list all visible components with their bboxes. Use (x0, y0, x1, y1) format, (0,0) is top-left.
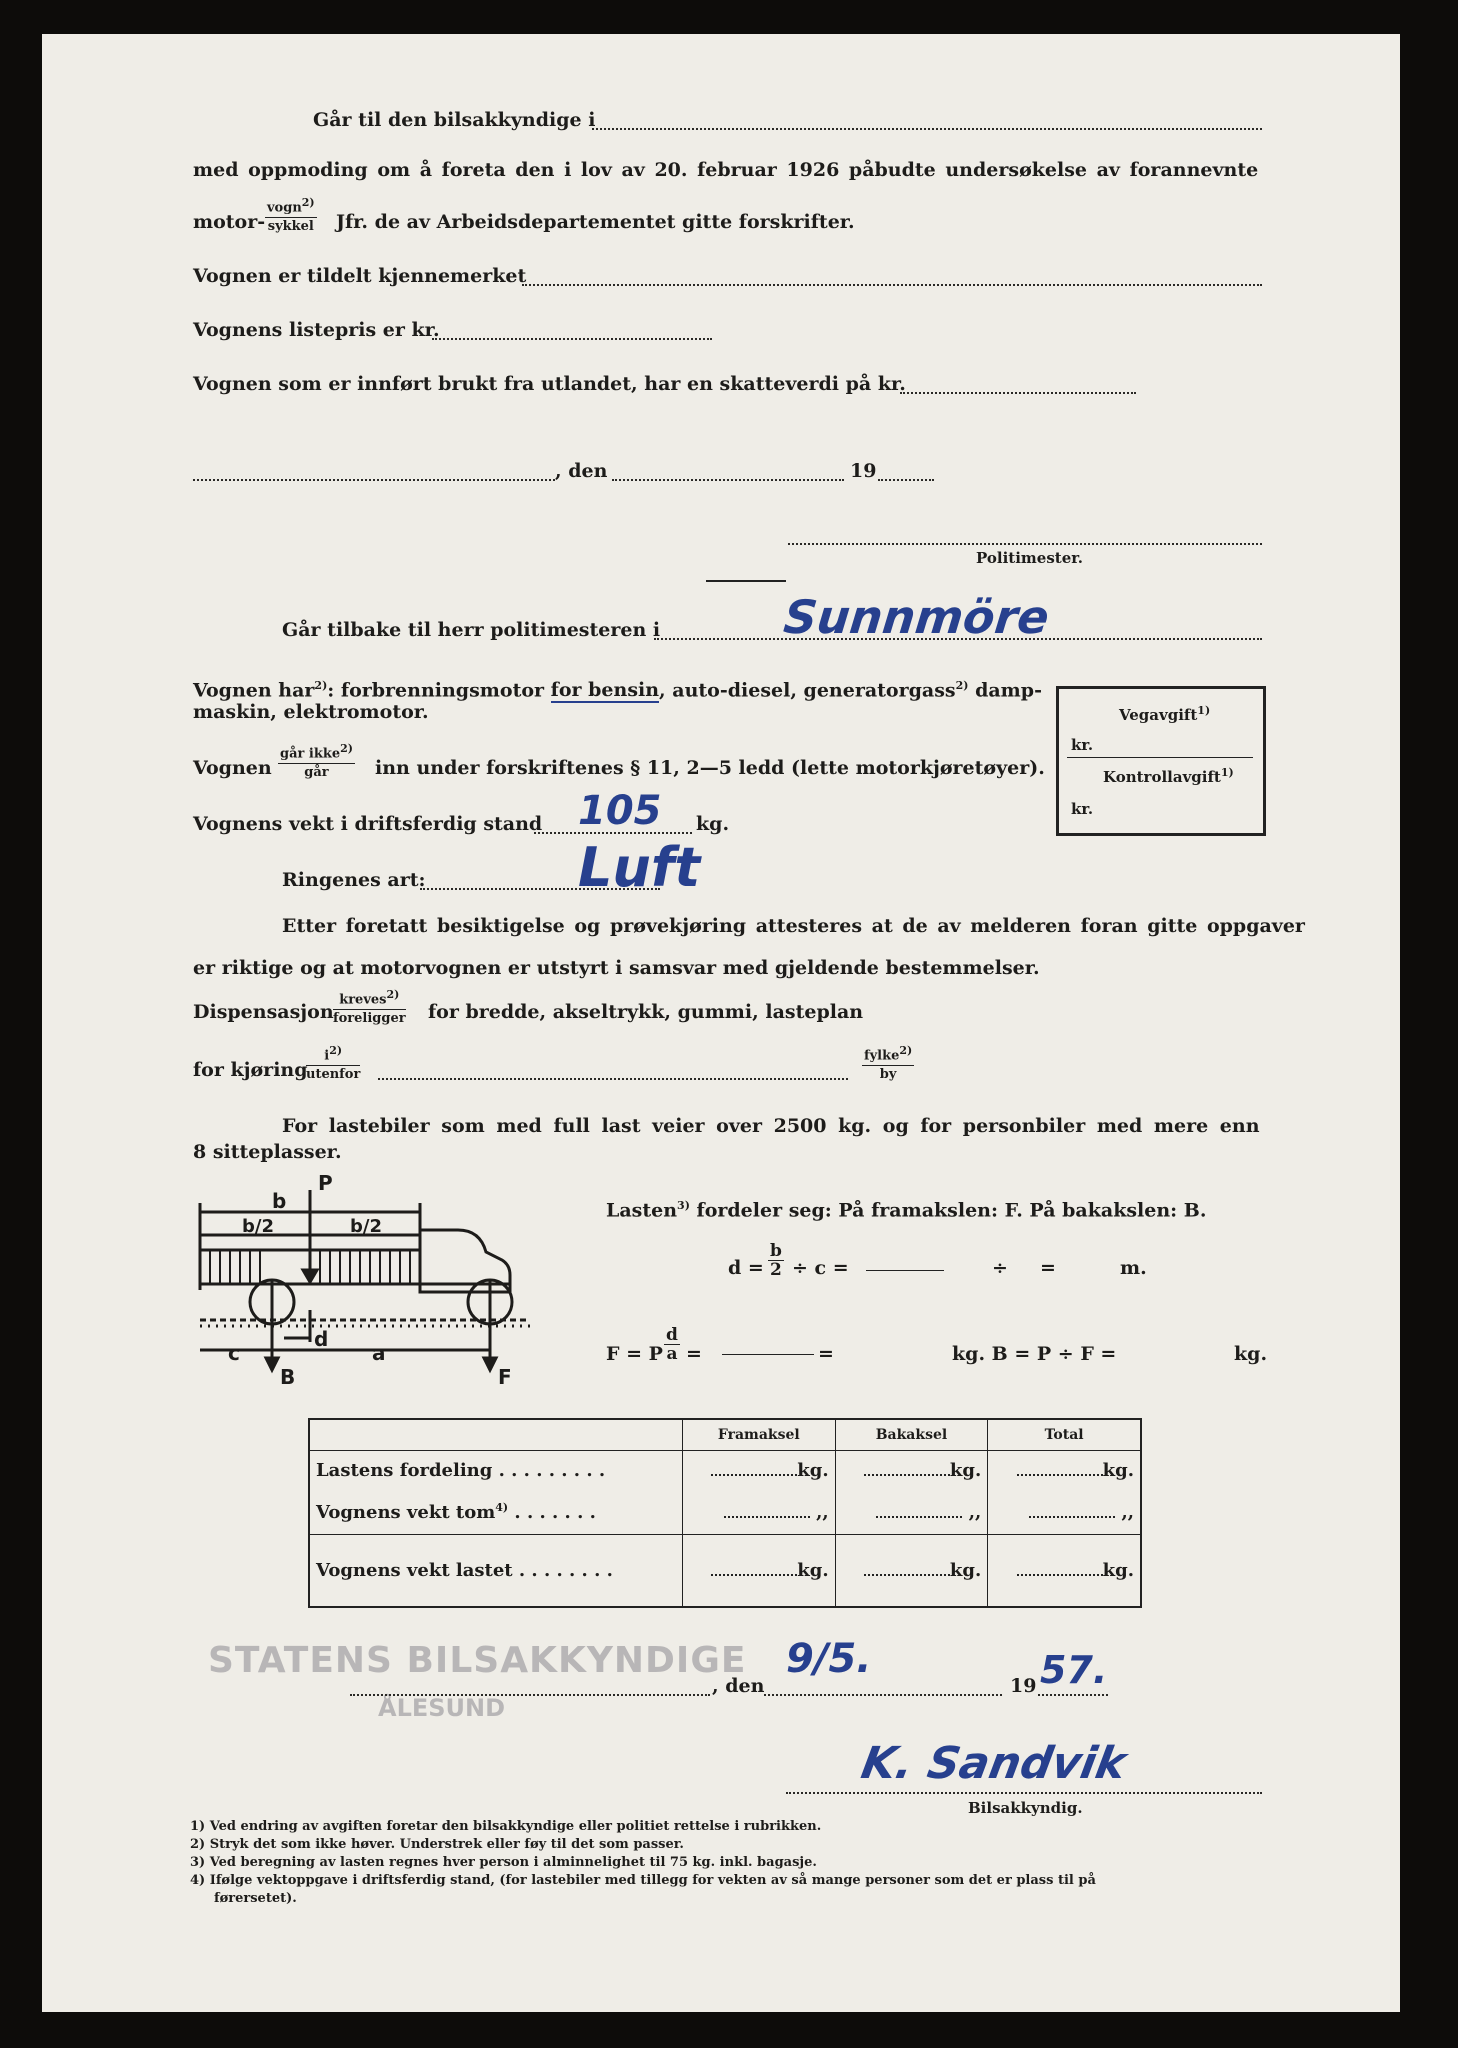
formula-d-rest: ÷ c = (792, 1257, 849, 1279)
formula-F-lhs: F = P (606, 1343, 663, 1365)
row-label-loaded-weight: Vognens vekt lastet . . . . . . . . (309, 1535, 683, 1607)
row-label-empty-weight: Vognens vekt tom$^{4)}$ . . . . . . . (309, 1491, 683, 1535)
regulation-prefix: Vognen (193, 757, 272, 779)
footnote-2: 2) Stryk det som ikke høver. Understrek eller føy til det som passer. (190, 1837, 684, 1852)
formula-F-eq2: = (818, 1343, 834, 1365)
inspection-den-label: , den (712, 1675, 765, 1697)
table-header-row (309, 1419, 1141, 1451)
fee-box (1056, 686, 1266, 836)
road-fee-kr: kr. (1071, 736, 1094, 754)
fee-divider (1067, 757, 1253, 758)
formula-d-div: ÷ (992, 1257, 1008, 1279)
control-fee-label: Kontrollavgift$^{1)}$ (1103, 766, 1234, 786)
cell-loaded-total[interactable]: kg. (988, 1535, 1141, 1607)
formula-F-mid: kg. B = P ÷ F = (952, 1343, 1117, 1365)
footnote-3: 3) Ved beregning av lasten regnes hver person i alminnelighet til 75 kg. inkl. bagasje. (190, 1855, 817, 1870)
control-fee-kr: kr. (1071, 800, 1094, 818)
motor-prefix: motor- (193, 211, 266, 233)
police-title: Politimester. (976, 549, 1083, 567)
load-table (308, 1418, 1142, 1608)
diagram-label-c: c (228, 1341, 240, 1365)
cell-empty-total[interactable]: ,, (988, 1491, 1141, 1535)
plate-field[interactable] (522, 284, 1262, 286)
cell-loaded-front[interactable]: kg. (683, 1535, 836, 1607)
handwritten-inspection-year: 57. (1040, 1648, 1108, 1692)
official-stamp-city: ÅLESUND (378, 1694, 506, 1722)
attest-line-1: Etter foretatt besiktigelse og prøvekjøring attesteres at de av melderen foran gitte oppgaver (282, 915, 1305, 937)
driving-field[interactable] (378, 1078, 848, 1080)
inspection-date-field[interactable] (764, 1694, 1002, 1696)
diagram-label-b2-right: b/2 (350, 1216, 382, 1237)
dispensation-text: for bredde, akseltrykk, gummi, lasteplan (428, 1001, 864, 1023)
handwritten-weight: 105 (578, 788, 662, 834)
handwritten-inspection-date: 9/5. (786, 1636, 872, 1682)
formula-d-lhs: d = (728, 1257, 764, 1279)
table-row (309, 1491, 1141, 1535)
recipient-field[interactable] (592, 128, 1262, 130)
recipient-label: Går til den bilsakkyndige i (313, 109, 596, 131)
footnote-1: 1) Ved endring av avgiften foretar den bilsakkyndige eller politiet rettelse i rubrikken. (190, 1819, 822, 1834)
table-corner (309, 1419, 683, 1451)
cell-empty-rear[interactable]: ,, (835, 1491, 988, 1535)
cell-load-total[interactable]: kg. (988, 1451, 1141, 1491)
driving-fraction: $i^{2)}$ utenfor (306, 1044, 361, 1083)
tax-value-label: Vognen som er innført brukt fra utlandet, har en skatteverdi på kr. (193, 373, 906, 395)
table-header-rear: Bakaksel (835, 1419, 988, 1451)
handwritten-tyre: Luft (578, 836, 701, 899)
footnote-4-cont: førersetet). (214, 1891, 297, 1906)
list-price-field[interactable] (432, 338, 712, 340)
regulation-text: inn under forskriftenes § 11, 2—5 ledd (lette motorkjøretøyer). (375, 757, 1045, 779)
weight-unit: kg. (696, 813, 730, 835)
truck-note-1: For lastebiler som med full last veier over 2500 kg. og for personbiler med mere enn (282, 1115, 1260, 1137)
table-header-total: Total (988, 1419, 1141, 1451)
road-fee-label: Vegavgift$^{1)}$ (1119, 704, 1211, 724)
plate-label: Vognen er tildelt kjennemerket (193, 265, 527, 287)
list-price-label: Vognens listepris er kr. (193, 319, 440, 341)
diagram-label-P: P (318, 1171, 333, 1195)
formula-d-fraction: $\frac{b}{2}$ (770, 1241, 782, 1280)
inspection-place-field[interactable] (350, 1694, 710, 1696)
year-field[interactable] (878, 479, 934, 481)
inspection-year-field[interactable] (1038, 1694, 1108, 1696)
diagram-label-F: F (498, 1365, 512, 1389)
inspector-signature-field[interactable] (786, 1792, 1262, 1794)
load-distribution-text: Lasten$^{3)}$ fordeler seg: På framakslen: F. På bakakslen: B. (606, 1199, 1207, 1222)
footnote-4: 4) Ifølge vektoppgave i driftsferdig stand, (for lastebiler med tillegg for vekten av så mange personer som det er plass til på (190, 1873, 1096, 1888)
attest-line-2: er riktige og at motorvognen er utstyrt i samsvar med gjeldende bestemmelser. (193, 957, 1040, 979)
inspection-year-label: 19 (1010, 1675, 1037, 1697)
dispensation-fraction: kreves$^{2)}$ foreligger (333, 988, 406, 1027)
driving-prefix: for kjøring (193, 1059, 308, 1081)
table-header-front: Framaksel (683, 1419, 836, 1451)
formula-F-eq1: = (686, 1343, 702, 1365)
cell-load-rear[interactable]: kg. (835, 1451, 988, 1491)
tyre-label: Ringenes art: (282, 869, 426, 891)
formula-d-unit: m. (1120, 1257, 1147, 1279)
truck-load-diagram (190, 1170, 570, 1390)
handwritten-district: Sunnmöre (781, 590, 1052, 644)
formula-F-fraction: $\frac{d}{a}$ (666, 1325, 678, 1364)
diagram-label-b: b (272, 1189, 287, 1213)
vehicle-type-fraction: vogn$^{2)}$ sykkel (267, 196, 315, 235)
row-label-load: Lastens fordeling . . . . . . . . . (309, 1451, 683, 1491)
separator (706, 580, 786, 582)
cell-load-front[interactable]: kg. (683, 1451, 836, 1491)
diagram-label-a: a (372, 1341, 386, 1365)
diagram-label-b2-left: b/2 (242, 1216, 274, 1237)
dispensation-prefix: Dispensasjon (193, 1001, 334, 1023)
request-text: med oppmoding om å foreta den i lov av 20. februar 1926 påbudte undersøkelse av forannevnte (193, 159, 1259, 181)
formula-F-unit: kg. (1234, 1343, 1268, 1365)
regulations-text: Jfr. de av Arbeidsdepartementet gitte forskrifter. (336, 211, 855, 233)
diagram-label-d: d (314, 1327, 329, 1351)
formula-d-blank[interactable] (866, 1270, 944, 1271)
return-label: Går tilbake til herr politimesteren i (282, 619, 661, 641)
inspector-title: Bilsakkyndig. (968, 1799, 1083, 1817)
date-field[interactable] (612, 479, 844, 481)
truck-note-2: 8 sitteplasser. (193, 1141, 342, 1163)
police-signature-field[interactable] (788, 543, 1262, 545)
regulation-fraction: går ikke$^{2)}$ går (280, 742, 353, 781)
formula-F-blank[interactable] (722, 1354, 814, 1355)
table-row (309, 1451, 1141, 1491)
place-field[interactable] (193, 479, 555, 481)
tax-value-field[interactable] (900, 392, 1136, 394)
table-row (309, 1535, 1141, 1607)
cell-loaded-rear[interactable]: kg. (835, 1535, 988, 1607)
handwritten-signature: K. Sandvik (857, 1738, 1130, 1789)
year-label: 19 (850, 460, 877, 482)
diagram-label-B: B (280, 1365, 296, 1389)
county-fraction: fylke$^{2)}$ by (864, 1044, 913, 1083)
date-den-label: , den (555, 460, 608, 482)
engine-type-text: Vognen har$^{2)}$: forbrenningsmotor for bensin, auto-diesel, generatorgass$^{2)}$ damp- (193, 679, 1042, 702)
engine-type-text-2: maskin, elektromotor. (193, 701, 429, 723)
cell-empty-front[interactable]: ,, (683, 1491, 836, 1535)
weight-label: Vognens vekt i driftsferdig stand (193, 813, 543, 835)
formula-d-eq: = (1040, 1257, 1056, 1279)
official-stamp: STATENS BILSAKKYNDIGE (208, 1640, 747, 1681)
